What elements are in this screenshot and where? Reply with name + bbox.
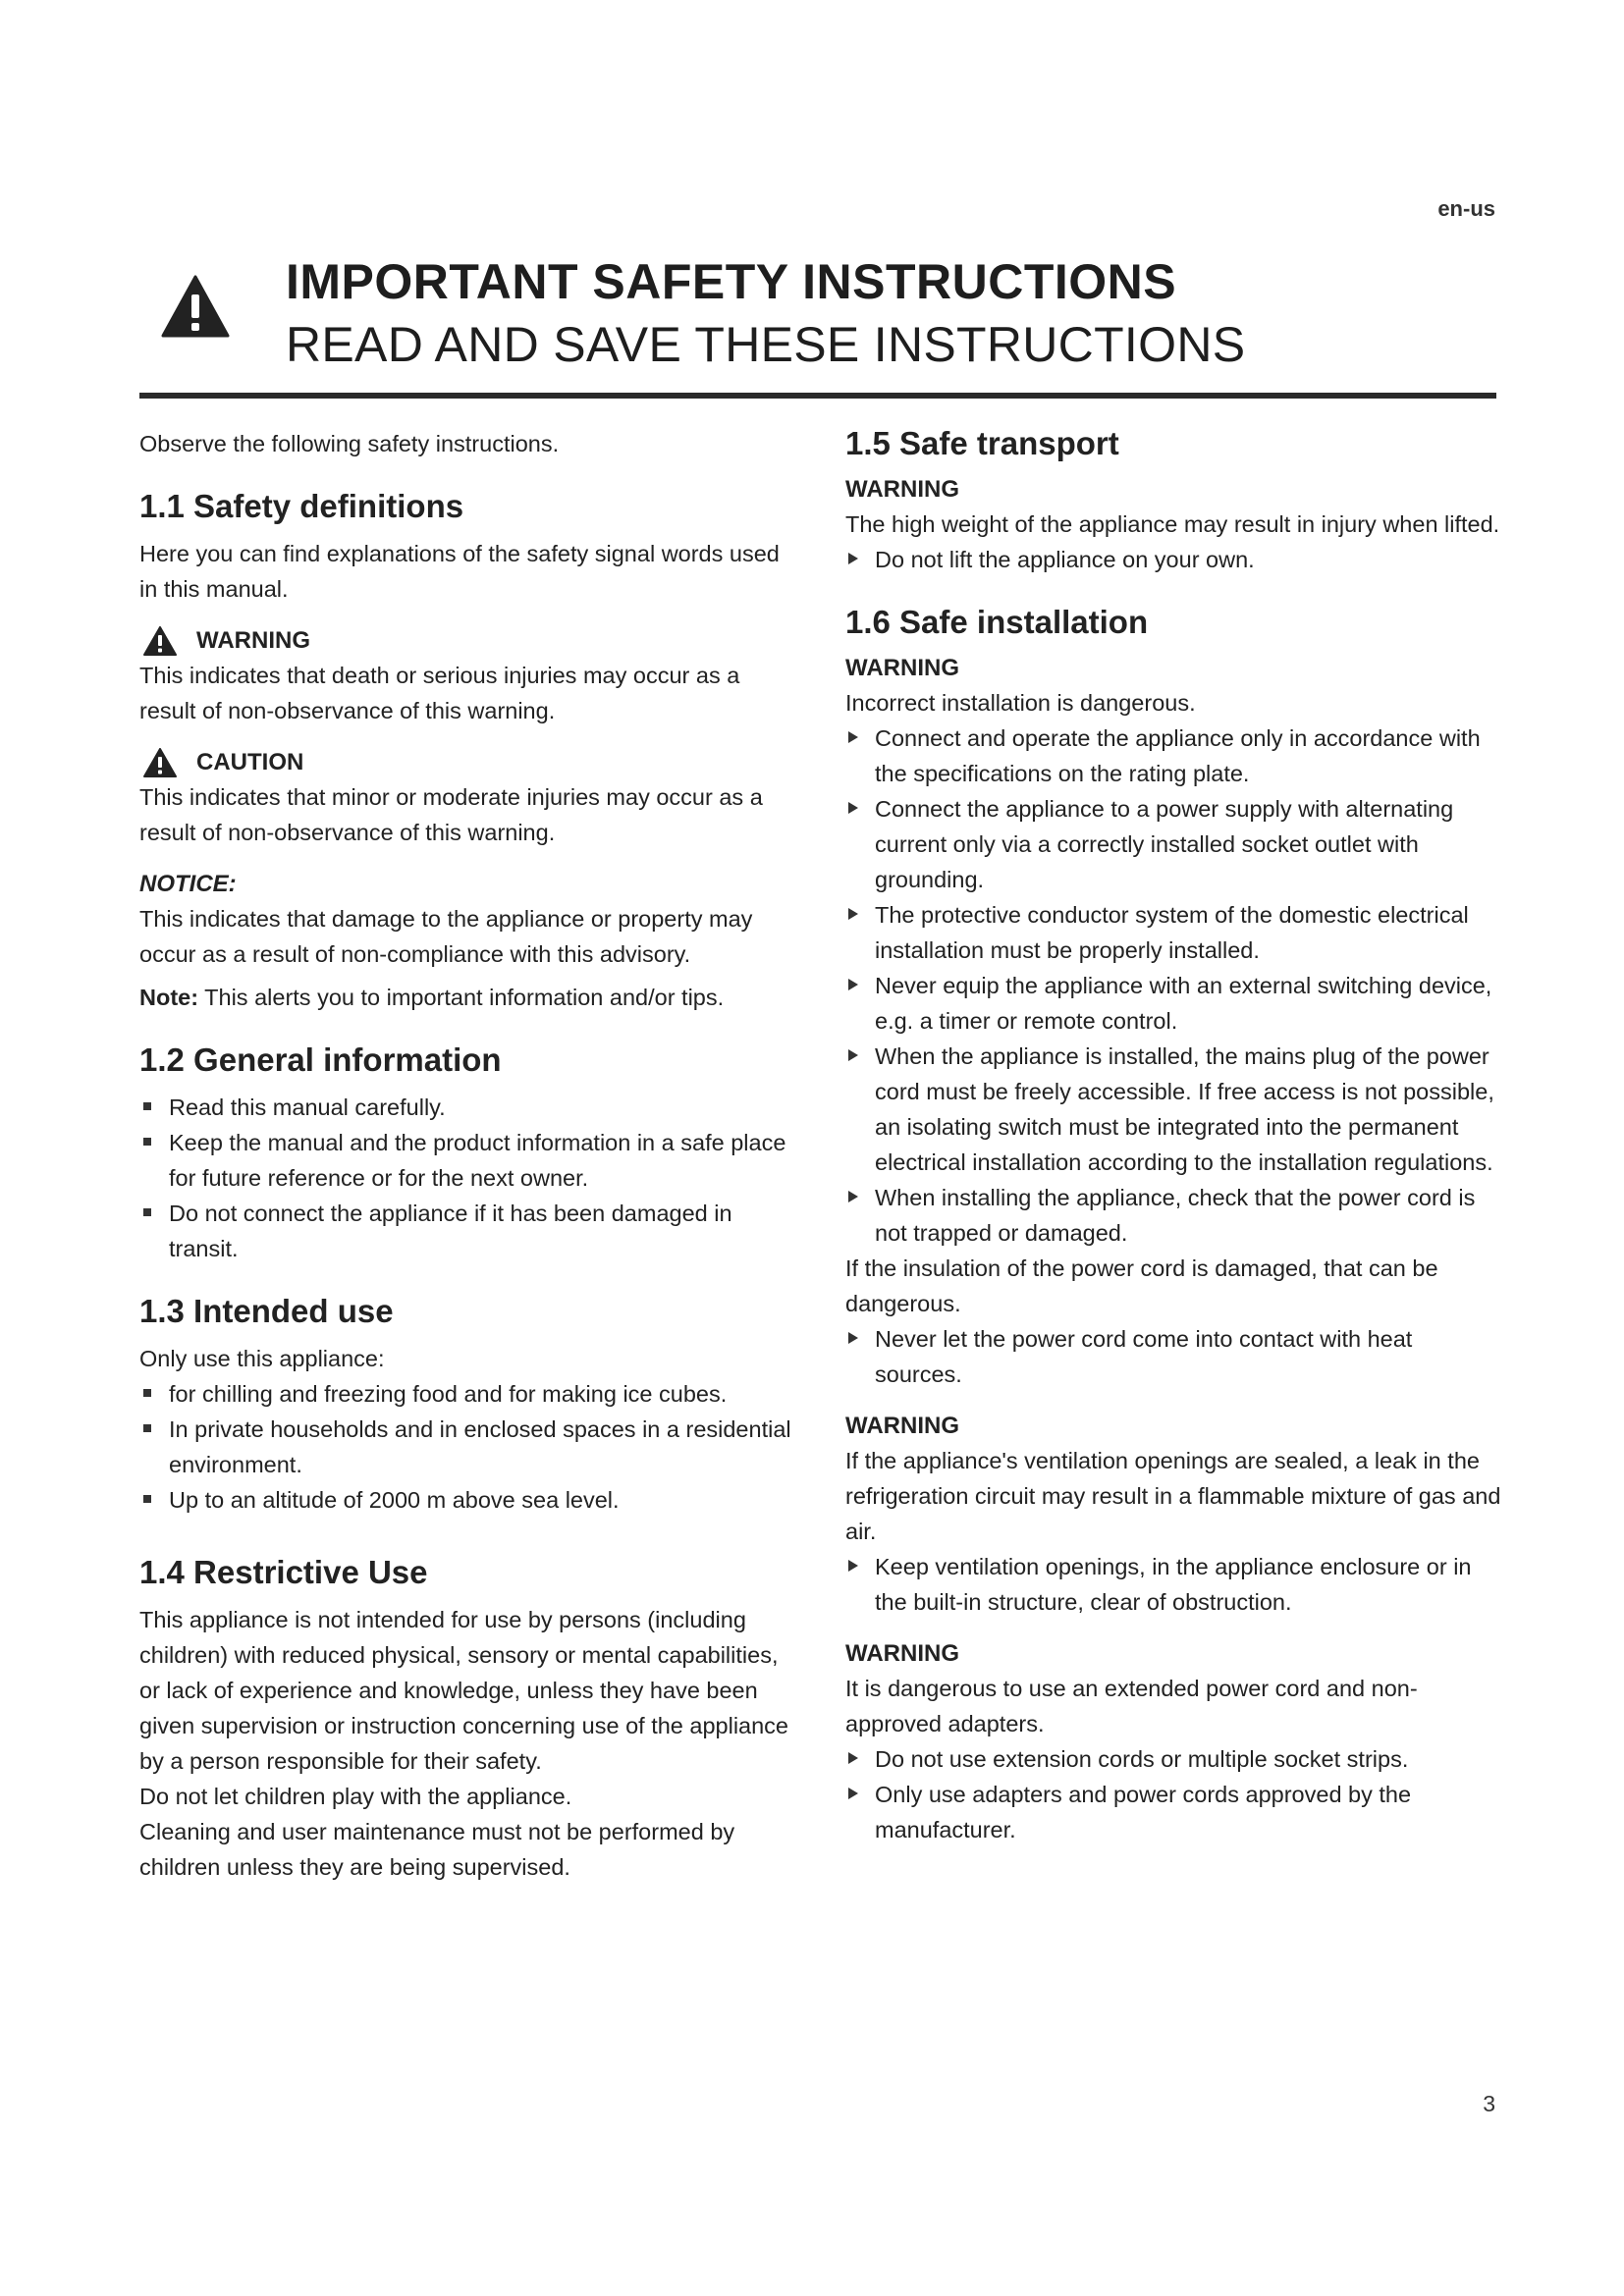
warning-label: WARNING [845, 476, 959, 503]
list-item: When installing the appliance, check that the power cord is not trapped or damaged. [845, 1180, 1505, 1251]
list-item: In private households and in enclosed spaces in a residential environment. [139, 1412, 797, 1482]
list-item: Never let the power cord come into contact with heat sources. [845, 1321, 1505, 1392]
warning-triangle-icon [143, 748, 177, 777]
warning-label: WARNING [845, 1640, 959, 1667]
list-item: Never equip the appliance with an external switching device, e.g. a timer or remote control. [845, 968, 1505, 1039]
note-line [139, 980, 797, 1015]
page-number: 3 [1483, 2091, 1495, 2116]
intro-text: Observe the following safety instructions. [139, 431, 560, 456]
safe-transport-list [845, 542, 1505, 577]
list-item: Keep ventilation openings, in the appliance enclosure or in the built-in structure, clear of obstruction. [845, 1549, 1505, 1620]
list-item: Only use adapters and power cords approved by the manufacturer. [845, 1777, 1505, 1847]
safe-transport-text: The high weight of the appliance may result in injury when lifted. [845, 511, 1500, 537]
list-item: Keep the manual and the product information in a safe place for future reference or for the next owner. [139, 1125, 797, 1196]
warning-triangle-icon [143, 626, 177, 656]
section-1-2-heading: 1.2 General information [139, 1041, 502, 1078]
right-column [845, 422, 1505, 1847]
installation-warning-text: Incorrect installation is dangerous. [845, 690, 1196, 716]
page-subtitle: READ AND SAVE THESE INSTRUCTIONS [286, 317, 1246, 372]
section-1-1-heading: 1.1 Safety definitions [139, 488, 464, 524]
list-item: Connect the appliance to a power supply with alternating current only via a correctly installed socket outlet with grounding. [845, 791, 1505, 897]
list-item: Connect and operate the appliance only in accordance with the specifications on the rating plate. [845, 721, 1505, 791]
notice-text: This indicates that damage to the appliance or property may occur as a result of non-compliance with this advisory. [139, 906, 753, 967]
warning-label: WARNING [845, 1413, 959, 1439]
insulation-text: If the insulation of the power cord is damaged, that can be dangerous. [845, 1255, 1438, 1316]
list-item: When the appliance is installed, the mains plug of the power cord must be freely accessible. If free access is not possible, an isolating switch must be integrated into the permanent electrical installation according to the installation regulations. [845, 1039, 1505, 1180]
language-code: en-us [1437, 196, 1495, 221]
section-1-3-heading: 1.3 Intended use [139, 1293, 394, 1329]
warning-label: WARNING [196, 627, 310, 654]
notice-label: NOTICE: [139, 871, 237, 897]
intended-use-text: Only use this appliance: [139, 1346, 385, 1371]
header-divider [139, 393, 1496, 399]
note-text: This alerts you to important information and/or tips. [204, 985, 725, 1010]
safety-definitions-text: Here you can find explanations of the safety signal words used in this manual. [139, 541, 780, 602]
left-column [139, 422, 797, 1885]
warning-label: WARNING [845, 655, 959, 681]
list-item: Do not connect the appliance if it has been damaged in transit. [139, 1196, 797, 1266]
list-item: Up to an altitude of 2000 m above sea level. [139, 1482, 797, 1518]
restrictive-use-cleaning: Cleaning and user maintenance must not be performed by children unless they are being supervised. [139, 1819, 735, 1880]
intended-use-list [139, 1376, 797, 1518]
restrictive-use-text: This appliance is not intended for use by persons (including children) with reduced physical, sensory or mental capabilities, or lack of experience and knowledge, unless they have been given supervision or instruction concerning use of the appliance by a person responsible for their safety. [139, 1607, 789, 1774]
section-1-5-heading: 1.5 Safe transport [845, 425, 1119, 461]
list-item: The protective conductor system of the domestic electrical installation must be properly installed. [845, 897, 1505, 968]
ventilation-warning-text: If the appliance's ventilation openings are sealed, a leak in the refrigeration circuit may result in a flammable mixture of gas and air. [845, 1448, 1501, 1544]
list-item: Do not lift the appliance on your own. [845, 542, 1505, 577]
power-cord-warning-text: It is dangerous to use an extended power cord and non-approved adapters. [845, 1676, 1418, 1736]
page-title: IMPORTANT SAFETY INSTRUCTIONS [286, 254, 1177, 309]
installation-list [845, 721, 1505, 1251]
general-info-list [139, 1090, 797, 1266]
ventilation-list [845, 1549, 1505, 1620]
caution-text: This indicates that minor or moderate injuries may occur as a result of non-observance of this warning. [139, 784, 763, 845]
caution-label: CAUTION [196, 749, 304, 775]
list-item: Do not use extension cords or multiple socket strips. [845, 1741, 1505, 1777]
heat-source-list [845, 1321, 1505, 1392]
section-1-4-heading: 1.4 Restrictive Use [139, 1554, 428, 1590]
warning-text: This indicates that death or serious injuries may occur as a result of non-observance of this warning. [139, 663, 740, 723]
warning-triangle-icon [161, 275, 230, 338]
warning-signal [139, 624, 797, 658]
section-1-6-heading: 1.6 Safe installation [845, 604, 1149, 640]
restrictive-use-children: Do not let children play with the appliance. [139, 1784, 572, 1809]
power-cord-list [845, 1741, 1505, 1847]
caution-signal [139, 746, 797, 779]
list-item: for chilling and freezing food and for making ice cubes. [139, 1376, 797, 1412]
list-item: Read this manual carefully. [139, 1090, 797, 1125]
note-label: Note: [139, 985, 199, 1010]
